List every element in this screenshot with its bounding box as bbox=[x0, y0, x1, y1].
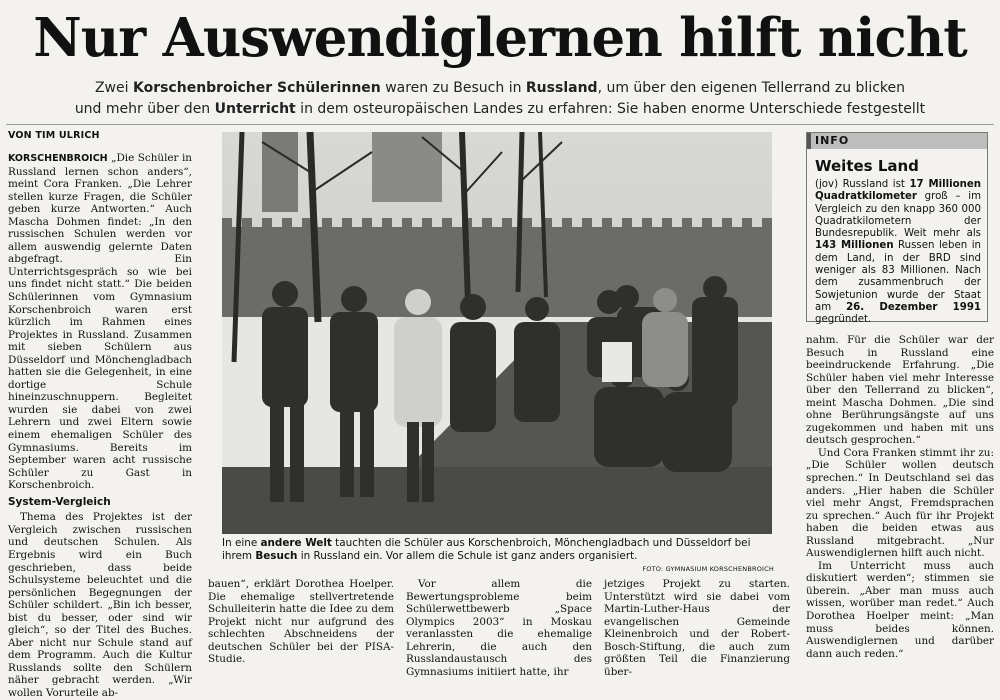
section-heading: System-Vergleich bbox=[8, 495, 111, 508]
article-paragraph: nahm. Für die Schüler war der Besuch in Russland eine beeindruckende Erfahrung. „Die Schüler haben viel mehr Interesse über den Tellerrand zu blicken“, meint Mascha Dohmen. „Die sind ohne Berührungsängste auf uns zugekommen und haben mit uns deutsch gesprochen.“ bbox=[806, 334, 994, 447]
article-paragraph: Und Cora Franken stimmt ihr zu: „Die Schüler wollen deutsch sprechen.“ In Deutschland sei das anders. „Hier haben die Schüler viel mehr Angst, Fremdsprachen zu sprechen.“ Auch für ihr Projekt haben die beiden etwas aus Russland mitgebracht. „Nur Auswendiglernen hilft auch nicht. bbox=[806, 446, 994, 560]
article-column-5 bbox=[806, 334, 994, 664]
caption-emphasis: andere Welt bbox=[260, 537, 332, 549]
info-text bbox=[815, 179, 981, 327]
info-text-part: groß – im Vergleich zu den knapp 360 000 Quadratkilometern der Bundesrepublik. Weit mehr als bbox=[815, 191, 981, 240]
info-emphasis: 17 Millionen Quadratkilometer bbox=[815, 179, 982, 203]
info-emphasis: 26. Dezember 1991 bbox=[846, 301, 981, 313]
info-emphasis: 143 Millionen bbox=[815, 240, 894, 252]
subhead-text: und mehr über den bbox=[74, 101, 215, 117]
photo-caption bbox=[222, 537, 774, 573]
photo-credit: FOTO: GYMNASIUM KORSCHENBROICH bbox=[642, 565, 774, 573]
dateline: KORSCHENBROICH bbox=[8, 153, 108, 164]
subhead-text: Zwei bbox=[94, 80, 133, 96]
subhead-emphasis: Korschenbroicher Schülerinnen bbox=[132, 80, 381, 96]
article-column-1 bbox=[8, 152, 192, 699]
headline: Nur Auswendiglernen hilft nicht bbox=[33, 7, 967, 69]
info-box bbox=[806, 132, 988, 326]
subhead-text: waren zu Besuch in bbox=[380, 80, 526, 96]
caption-emphasis: Besuch bbox=[255, 550, 298, 562]
caption-text: In eine bbox=[222, 537, 261, 549]
article-paragraph: Im Unterricht muss auch diskutiert werden“; stimmen sie überein. „Aber man muss auch wissen, worüber man redet.“ Auch Dorothea Hoelper meint: „Man muss beides können. Auswendiglernen und darüber dann auch reden.“ bbox=[806, 559, 994, 660]
caption-text: in Russland ein. Vor allem die Schule ist ganz anders organisiert. bbox=[297, 550, 638, 562]
info-text-part: (jov) Russland ist bbox=[815, 179, 910, 190]
caption-text: tauchten die Schüler aus Korschenbroich, Mönchengladbach und Düsseldorf bei ihrem bbox=[222, 537, 751, 562]
info-label: INFO bbox=[807, 133, 987, 149]
article-column-3 bbox=[406, 578, 592, 678]
info-text-part: gegründet. bbox=[815, 314, 872, 326]
article-column-2 bbox=[208, 578, 394, 668]
byline: VON TIM ULRICH bbox=[8, 130, 100, 141]
article-column-4 bbox=[604, 578, 790, 678]
paragraph-text: „Die Schüler in Russland lernen schon anders“, meint Cora Franken. „Die Lehrer stellen kurze Fragen, die Schüler geben kurze Antworten.“ Auch Mascha Dohmen findet: „In den russischen Schulen werden vor allem auswendig gelernte Daten abgefragt. Ein Unterrichtsgespräch so wie bei uns findet nicht statt.“ Die beiden Schülerinnen vom Gymnasium Korschenbroich waren erst kürzlich im Rahmen eines Projektes in Russland. Zusammen mit sieben Schülern aus Düsseldorf und Mönchengladbach hatten sie die Gelegenheit, in eine dortige Schule hineinzuschnuppern. Begleitet wurden sie dabei von zwei Lehrern und zwei Eltern sowie einem ehemaligen Schüler des Gymnasiums. Bereits im September waren acht russische Schüler zu Gast in Korschenbroich. bbox=[8, 152, 192, 492]
subhead-text: , um über den eigenen Tellerrand zu blicken bbox=[597, 80, 906, 96]
article-paragraph: Thema des Projektes ist der Vergleich zwischen russischen und deutschen Schulen. Als Ergebnis wird ein Buch geschrieben, dass beide Schulsysteme beleuchtet und die persönlichen Begegnungen der Schüler schildert. „Bin ich besser, bist du besser, oder sind wir gleich“, so der Titel des Buches. Aber nicht nur Schule stand auf dem Programm. Auch die Kultur Russlands sollte den Schülern näher gebracht werden. „Wir wollen Vorurteile ab- bbox=[8, 511, 192, 699]
article-paragraph: jetziges Projekt zu starten. Unterstützt wird sie dabei vom Martin-Luther-Haus der evangelischen Gemeinde Kleinenbroich und der Robert-Bosch-Stiftung, die auch zum größten Teil die Finanzierung über- bbox=[604, 578, 790, 678]
article-paragraph: Vor allem die Bewertungsprobleme beim Schülerwettbewerb „Space Olympics 2003“ in Moskau veranlassten die ehemalige Lehrerin, die auch den Russlandaustausch des Gymnasiums initiiert hatte, ihr bbox=[406, 578, 592, 678]
subhead-emphasis: Russland bbox=[525, 80, 598, 96]
info-title: Weites Land bbox=[815, 157, 919, 175]
article-paragraph bbox=[8, 152, 192, 492]
header-rule bbox=[6, 124, 994, 125]
info-text-part: Russen leben in dem Land, in der BRD sind weniger als 83 Millionen. Nach dem zusammenbruch der Sowjetunion wurde der Staat am bbox=[815, 240, 981, 313]
article-paragraph: bauen“, erklärt Dorothea Hoelper. Die ehemalige stellvertretende Schulleiterin hatte die Idee zu dem Projekt nicht nur aufgrund des schlechten Abschneidens der deutschen Schüler bei der PISA-Studie. bbox=[208, 578, 394, 666]
subhead-text: in dem osteuropäischen Landes zu erfahren: Sie haben enorme Unterschiede festgestellt bbox=[295, 101, 926, 117]
subheadline bbox=[60, 78, 940, 120]
subhead-emphasis: Unterricht bbox=[214, 101, 296, 117]
group-photo bbox=[222, 132, 772, 534]
photo-illustration bbox=[222, 132, 772, 534]
